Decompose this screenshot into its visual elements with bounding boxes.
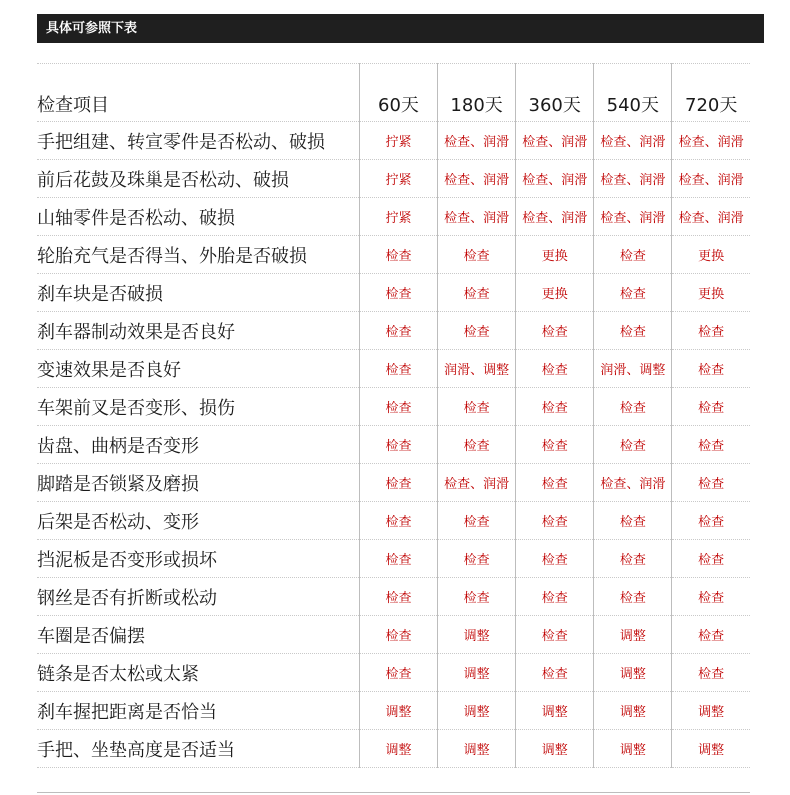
action-cell: 检查 bbox=[516, 616, 594, 654]
action-cell: 检查 bbox=[516, 426, 594, 464]
action-cell: 润滑、调整 bbox=[594, 350, 672, 388]
check-item-cell: 刹车器制动效果是否良好 bbox=[37, 312, 359, 350]
action-cell: 检查 bbox=[594, 236, 672, 274]
action-cell: 检查、润滑 bbox=[672, 122, 750, 160]
action-cell: 更换 bbox=[672, 236, 750, 274]
action-cell: 调整 bbox=[438, 616, 516, 654]
action-cell: 检查、润滑 bbox=[594, 160, 672, 198]
action-cell: 检查、润滑 bbox=[594, 198, 672, 236]
header-720-days: 720天 bbox=[672, 64, 750, 122]
check-item-cell: 前后花鼓及珠巢是否松动、破损 bbox=[37, 160, 359, 198]
header-540-days: 540天 bbox=[594, 64, 672, 122]
action-cell: 检查 bbox=[594, 578, 672, 616]
action-cell: 检查 bbox=[516, 578, 594, 616]
action-cell: 检查 bbox=[438, 426, 516, 464]
table-row bbox=[37, 654, 750, 692]
action-cell: 检查 bbox=[594, 502, 672, 540]
check-item-cell: 齿盘、曲柄是否变形 bbox=[37, 426, 359, 464]
action-cell: 检查、润滑 bbox=[672, 198, 750, 236]
action-cell: 检查 bbox=[438, 312, 516, 350]
action-cell: 调整 bbox=[516, 730, 594, 768]
banner-title: 具体可参照下表 bbox=[46, 21, 138, 36]
action-cell: 检查 bbox=[672, 616, 750, 654]
action-cell: 检查 bbox=[672, 388, 750, 426]
check-item-cell: 链条是否太松或太紧 bbox=[37, 654, 359, 692]
action-cell: 检查 bbox=[516, 312, 594, 350]
check-item-cell: 手把、坐垫高度是否适当 bbox=[37, 730, 359, 768]
table-row bbox=[37, 388, 750, 426]
action-cell: 润滑、调整 bbox=[438, 350, 516, 388]
action-cell: 更换 bbox=[516, 274, 594, 312]
action-cell: 检查 bbox=[516, 350, 594, 388]
check-item-cell: 挡泥板是否变形或损坏 bbox=[37, 540, 359, 578]
table-row bbox=[37, 350, 750, 388]
action-cell: 检查 bbox=[672, 540, 750, 578]
check-item-cell: 脚踏是否锁紧及磨损 bbox=[37, 464, 359, 502]
action-cell: 检查 bbox=[359, 350, 437, 388]
action-cell: 拧紧 bbox=[359, 160, 437, 198]
check-item-cell: 后架是否松动、变形 bbox=[37, 502, 359, 540]
action-cell: 检查 bbox=[516, 502, 594, 540]
action-cell: 检查 bbox=[359, 426, 437, 464]
check-item-cell: 轮胎充气是否得当、外胎是否破损 bbox=[37, 236, 359, 274]
action-cell: 检查 bbox=[359, 312, 437, 350]
table-row bbox=[37, 312, 750, 350]
action-cell: 检查 bbox=[672, 654, 750, 692]
action-cell: 调整 bbox=[594, 654, 672, 692]
table-row bbox=[37, 540, 750, 578]
action-cell: 检查、润滑 bbox=[516, 122, 594, 160]
action-cell: 调整 bbox=[594, 730, 672, 768]
action-cell: 调整 bbox=[594, 692, 672, 730]
action-cell: 检查 bbox=[516, 464, 594, 502]
action-cell: 检查 bbox=[672, 502, 750, 540]
action-cell: 检查 bbox=[438, 274, 516, 312]
maintenance-table bbox=[37, 63, 750, 768]
check-item-cell: 山轴零件是否松动、破损 bbox=[37, 198, 359, 236]
table-row bbox=[37, 616, 750, 654]
action-cell: 检查 bbox=[672, 312, 750, 350]
table-row bbox=[37, 274, 750, 312]
action-cell: 检查、润滑 bbox=[594, 122, 672, 160]
action-cell: 更换 bbox=[672, 274, 750, 312]
action-cell: 检查 bbox=[438, 236, 516, 274]
table-row bbox=[37, 236, 750, 274]
action-cell: 检查 bbox=[672, 464, 750, 502]
action-cell: 拧紧 bbox=[359, 198, 437, 236]
check-item-cell: 变速效果是否良好 bbox=[37, 350, 359, 388]
action-cell: 检查 bbox=[594, 540, 672, 578]
action-cell: 调整 bbox=[359, 730, 437, 768]
action-cell: 检查、润滑 bbox=[438, 122, 516, 160]
table-row bbox=[37, 730, 750, 768]
action-cell: 检查 bbox=[672, 578, 750, 616]
action-cell: 检查 bbox=[359, 502, 437, 540]
action-cell: 检查 bbox=[359, 464, 437, 502]
action-cell: 检查 bbox=[594, 426, 672, 464]
action-cell: 调整 bbox=[672, 692, 750, 730]
action-cell: 检查 bbox=[359, 236, 437, 274]
action-cell: 调整 bbox=[438, 692, 516, 730]
table-row bbox=[37, 578, 750, 616]
table-row bbox=[37, 160, 750, 198]
action-cell: 检查 bbox=[516, 654, 594, 692]
header-180-days: 180天 bbox=[438, 64, 516, 122]
check-item-cell: 刹车握把距离是否恰当 bbox=[37, 692, 359, 730]
action-cell: 检查 bbox=[594, 388, 672, 426]
action-cell: 检查 bbox=[359, 578, 437, 616]
action-cell: 检查 bbox=[359, 654, 437, 692]
table-row bbox=[37, 692, 750, 730]
action-cell: 检查、润滑 bbox=[438, 198, 516, 236]
action-cell: 调整 bbox=[516, 692, 594, 730]
check-item-cell: 手把组建、转宣零件是否松动、破损 bbox=[37, 122, 359, 160]
table-bottom-rule bbox=[37, 792, 750, 793]
action-cell: 调整 bbox=[359, 692, 437, 730]
table-row bbox=[37, 426, 750, 464]
action-cell: 检查 bbox=[359, 388, 437, 426]
check-item-cell: 钢丝是否有折断或松动 bbox=[37, 578, 359, 616]
check-item-cell: 刹车块是否破损 bbox=[37, 274, 359, 312]
section-banner bbox=[37, 14, 764, 43]
action-cell: 调整 bbox=[438, 730, 516, 768]
action-cell: 调整 bbox=[672, 730, 750, 768]
action-cell: 更换 bbox=[516, 236, 594, 274]
table-row bbox=[37, 122, 750, 160]
header-360-days: 360天 bbox=[516, 64, 594, 122]
action-cell: 检查 bbox=[672, 350, 750, 388]
action-cell: 调整 bbox=[594, 616, 672, 654]
action-cell: 检查、润滑 bbox=[438, 160, 516, 198]
action-cell: 检查 bbox=[359, 540, 437, 578]
action-cell: 检查、润滑 bbox=[594, 464, 672, 502]
action-cell: 检查 bbox=[516, 388, 594, 426]
action-cell: 检查 bbox=[359, 616, 437, 654]
header-item: 检查项目 bbox=[37, 64, 359, 122]
table-row bbox=[37, 198, 750, 236]
action-cell: 检查 bbox=[438, 578, 516, 616]
table-row bbox=[37, 464, 750, 502]
check-item-cell: 车圈是否偏摆 bbox=[37, 616, 359, 654]
action-cell: 检查 bbox=[516, 540, 594, 578]
action-cell: 检查 bbox=[594, 312, 672, 350]
action-cell: 检查 bbox=[672, 426, 750, 464]
action-cell: 检查、润滑 bbox=[516, 198, 594, 236]
action-cell: 检查、润滑 bbox=[516, 160, 594, 198]
action-cell: 检查 bbox=[438, 502, 516, 540]
action-cell: 检查、润滑 bbox=[672, 160, 750, 198]
table-row bbox=[37, 502, 750, 540]
action-cell: 检查 bbox=[438, 388, 516, 426]
action-cell: 调整 bbox=[438, 654, 516, 692]
header-60-days: 60天 bbox=[359, 64, 437, 122]
action-cell: 检查 bbox=[359, 274, 437, 312]
action-cell: 检查、润滑 bbox=[438, 464, 516, 502]
action-cell: 检查 bbox=[594, 274, 672, 312]
action-cell: 拧紧 bbox=[359, 122, 437, 160]
check-item-cell: 车架前叉是否变形、损伤 bbox=[37, 388, 359, 426]
table-header-row bbox=[37, 64, 750, 122]
action-cell: 检查 bbox=[438, 540, 516, 578]
